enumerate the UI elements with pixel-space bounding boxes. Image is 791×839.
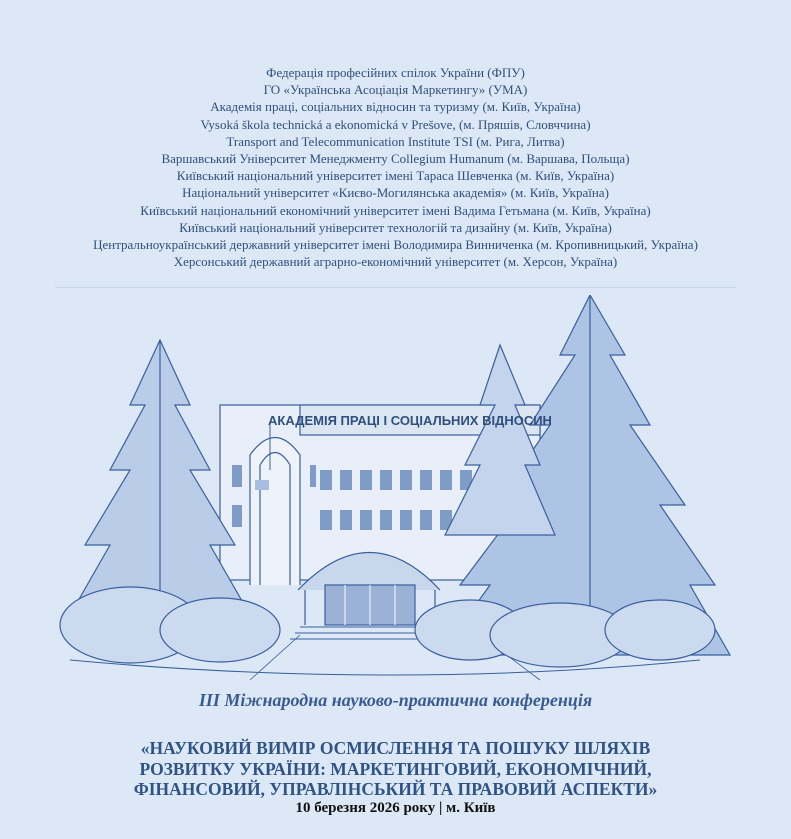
organizer-line: Київський національний університет імені Тараса Шевченка (м. Київ, Україна) xyxy=(176,168,615,184)
organizer-line: Київський національний економічний університет імені Вадима Гетьмана (м. Київ, Україна) xyxy=(140,202,651,218)
organizer-line: ГО «Українська Асоціація Маркетингу» (УМА) xyxy=(263,82,528,98)
conference-title-line: ФІНАНСОВИЙ, УПРАВЛІНСЬКИЙ ТА ПРАВОВИЙ АСПЕКТИ» xyxy=(133,779,658,799)
organizer-line: Vysoká škola technická a ekonomická v Prešove, (м. Пряшів, Словччина) xyxy=(200,116,591,132)
organizers-list xyxy=(0,64,791,270)
organizer-line: Transport and Telecommunication Institute TSI (м. Рига, Литва) xyxy=(226,133,565,149)
organizer-line: Національний університет «Києво-Могилянська академія» (м. Київ, Україна) xyxy=(182,185,609,201)
organizer-line: Федерація професійних спілок України (ФПУ) xyxy=(266,65,525,80)
organizer-line: Київський національний університет технологій та дизайну (м. Київ, Україна) xyxy=(179,219,612,235)
conference-date-place: 10 березня 2026 року | м. Київ xyxy=(295,800,496,816)
conference-title-line: «НАУКОВИЙ ВИМІР ОСМИСЛЕННЯ ТА ПОШУКУ ШЛЯХІВ xyxy=(140,738,651,758)
academy-building-illustration xyxy=(0,295,791,685)
organizer-line: Академія праці, соціальних відносин та туризму (м. Київ, Україна) xyxy=(210,99,581,115)
organizer-line: Варшавський Університет Менеджменту Collegium Humanum (м. Варшава, Польща) xyxy=(161,151,630,167)
building-sign: АКАДЕМІЯ ПРАЦІ І СОЦІАЛЬНИХ ВІДНОСИН xyxy=(268,413,552,428)
organizer-line: Херсонський державний аграрно-економічний університет (м. Херсон, Україна) xyxy=(173,254,618,270)
divider xyxy=(55,287,736,288)
conference-title-line: РОЗВИТКУ УКРАЇНИ: МАРКЕТИНГОВИЙ, ЕКОНОМІЧНИЙ, xyxy=(139,758,652,779)
conference-title xyxy=(0,738,791,800)
organizer-line: Центральноукраїнський державний університет імені Володимира Винниченка (м. Кропивницький, Україна) xyxy=(93,237,698,253)
conference-subtitle: ІІІ Міжнародна науково-практична конференція xyxy=(198,690,593,710)
